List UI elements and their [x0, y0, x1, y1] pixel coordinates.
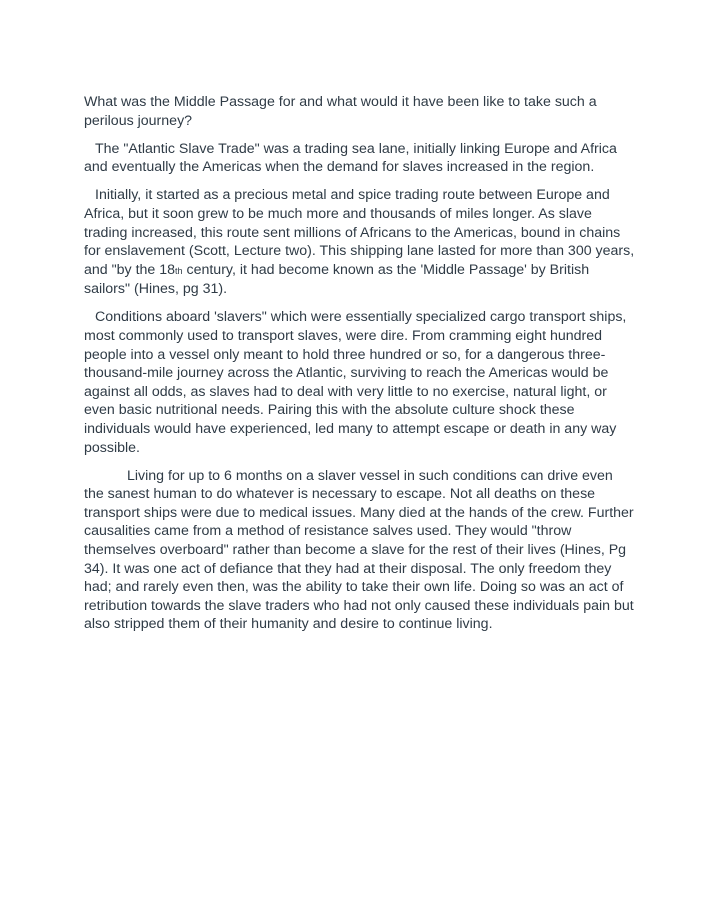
question-heading: What was the Middle Passage for and what would it have been like to take such a perilous journey?: [84, 94, 597, 129]
document-body: [84, 93, 636, 644]
paragraph-atlantic-slave-trade: The "Atlantic Slave Trade" was a trading sea lane, initially linking Europe and Africa and eventually the Americas when the demand for slaves increased in the region.: [84, 140, 617, 176]
ordinal-suffix: th: [175, 265, 183, 276]
paragraph-trading-route-text: Initially, it started as a precious metal and spice trading route between Europe and Africa, but it soon grew to be much more and thousands of miles longer. As slave trading increased, this route sent millions of Africans to the Americas, bound in chains for enslavement (Scott, Lecture two). This shipping lane lasted for more than 300 years, and "by the 18: [84, 187, 635, 278]
paragraph-trading-route: [84, 186, 636, 299]
paragraph-conditions-aboard: Conditions aboard 'slavers" which were essentially specialized cargo transport ships, most commonly used to transport slaves, were dire. From cramming eight hundred people into a vessel only meant to hold three hundred or so, for a dangerous three-thousand-mile journey across the Atlantic, surviving to reach the Americas would be against all odds, as slaves had to deal with very little to no exercise, natural light, or even basic nutritional needs. Pairing this with the absolute culture shock these individuals would have experienced, led many to attempt escape or death in any way possible.: [84, 309, 627, 456]
paragraph-trading-route-text-end: century, it had become known as the 'Middle Passage' by British sailors" (Hines, pg 31).: [84, 261, 590, 298]
paragraph-living-conditions: Living for up to 6 months on a slaver vessel in such conditions can drive even the sanest human to do whatever is necessary to escape. Not all deaths on these transport ships were due to medical issues. Many died at the hands of the crew. Further causalities came from a method of resistance salves used. They would "throw themselves overboard" rather than become a slave for the rest of their lives (Hines, Pg 34). It was one act of defiance that they had at their disposal. The only freedom they had; and rarely even then, was the ability to take their own life. Doing so was an act of retribution towards the slave traders who had not only caused these individuals pain but also stripped them of their humanity and desire to continue living.: [84, 467, 634, 633]
